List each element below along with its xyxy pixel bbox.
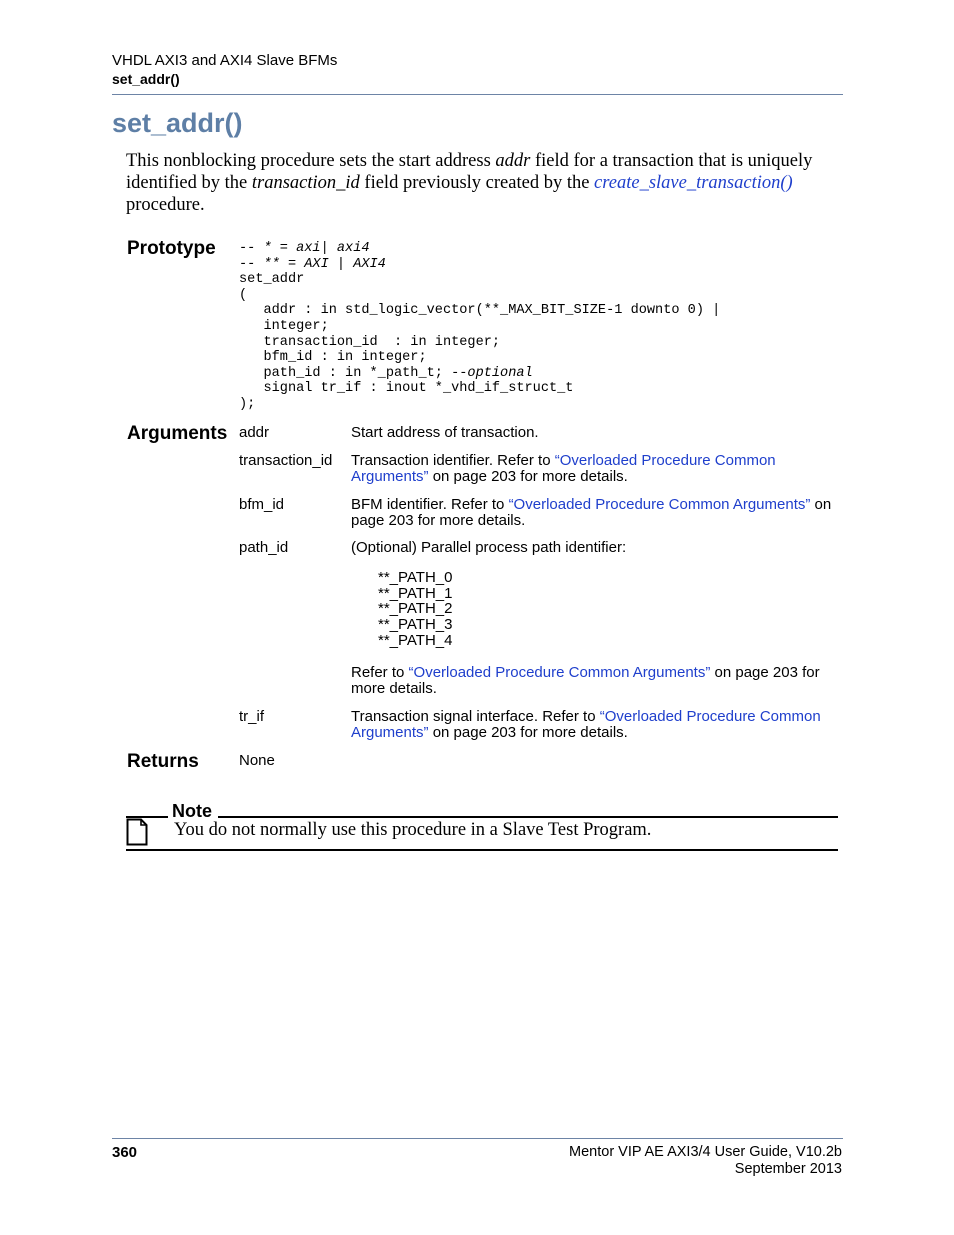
intro-text: field for a transaction that is uniquely identified by the [126,151,813,193]
page-number: 360 [112,1144,138,1161]
code-line: integer; [239,318,329,334]
arg-name-path-id: path_id [239,539,289,556]
code-line: ); [239,396,256,412]
page-title: set_addr() [112,108,243,138]
code-line: bfm_id : in integer; [239,350,427,366]
intro-text: This nonblocking procedure sets the start address [126,151,496,171]
overloaded-args-link[interactable]: “Overloaded Procedure Common Arguments” [508,496,811,513]
path-value: **_PATH_4 [378,631,453,649]
intro-text: procedure. [126,195,205,215]
arg-desc-bfm-id [351,497,843,529]
code-line: transaction_id : in integer; [239,334,501,350]
intro-text: field previously created by the [359,173,595,193]
create-slave-transaction-link[interactable]: create_slave_transaction() [594,173,793,193]
note-text: You do not normally use this procedure in a Slave Test Program. [174,820,652,840]
note-label: Note [172,801,212,821]
code-line: path_id : in *_path_t; -- [239,365,468,381]
arg-desc-path-id-refer [351,665,843,697]
note-bottom-rule [126,849,838,851]
returns-value: None [239,752,275,769]
arguments-label: Arguments [127,423,228,444]
code-line: signal tr_if : inout *_vhd_if_struct_t [239,381,574,397]
code-line: ( [239,287,248,303]
path-value: **_PATH_2 [378,600,453,618]
arg-desc-text: on page 203 for more details. [351,664,820,697]
arg-name-bfm-id: bfm_id [239,496,285,513]
footer-rule [112,1138,843,1139]
arg-desc-tr-if [351,709,843,741]
footer-guide-title: Mentor VIP AE AXI3/4 User Guide, V10.2b [569,1144,842,1160]
note-page-icon [126,818,148,846]
arg-desc-text: on page 203 for more details. [428,468,628,485]
path-value: **_PATH_1 [378,584,453,602]
arg-name-addr: addr [239,424,270,441]
running-header-section: set_addr() [112,71,180,87]
path-value: **_PATH_0 [378,569,453,586]
footer-date: September 2013 [734,1161,842,1177]
path-value: **_PATH_3 [378,616,453,634]
code-line: set_addr [239,272,305,288]
intro-paragraph [126,150,842,216]
header-rule [112,94,843,95]
arg-desc-text: BFM identifier. Refer to [351,496,509,513]
running-header-chapter: VHDL AXI3 and AXI4 Slave BFMs [112,52,338,69]
arg-desc-addr: Start address of transaction. [351,424,539,441]
arg-name-transaction-id: transaction_id [239,452,333,469]
arg-name-tr-if: tr_if [239,708,265,725]
code-comment: -- * = axi| axi4 [239,241,370,256]
intro-emphasis-transaction-id: transaction_id [251,173,360,193]
code-comment: -- ** = AXI | AXI4 [239,256,386,272]
arg-desc-path-id: (Optional) Parallel process path identifier: [351,539,627,556]
overloaded-args-link[interactable]: “Overloaded Procedure Common Arguments” [351,708,821,741]
code-comment: optional [467,365,533,381]
arg-desc-text: on page 203 for more details. [351,496,832,529]
arg-desc-text: Transaction signal interface. Refer to [351,708,600,725]
prototype-code [239,241,720,413]
prototype-label: Prototype [127,238,216,259]
arg-desc-text: Transaction identifier. Refer to [351,452,555,469]
code-line: addr : in std_logic_vector(**_MAX_BIT_SIZE-1 downto 0) | [239,303,721,319]
path-id-values [378,570,452,649]
arg-desc-text: Refer to [351,664,409,681]
returns-label: Returns [127,751,199,772]
arg-desc-transaction-id [351,453,843,485]
arg-desc-text: on page 203 for more details. [428,724,628,741]
overloaded-args-link[interactable]: “Overloaded Procedure Common Arguments” [351,452,776,485]
overloaded-args-link[interactable]: “Overloaded Procedure Common Arguments” [408,664,711,681]
note-top-rule-right [218,816,838,818]
intro-emphasis-addr: addr [495,151,531,171]
